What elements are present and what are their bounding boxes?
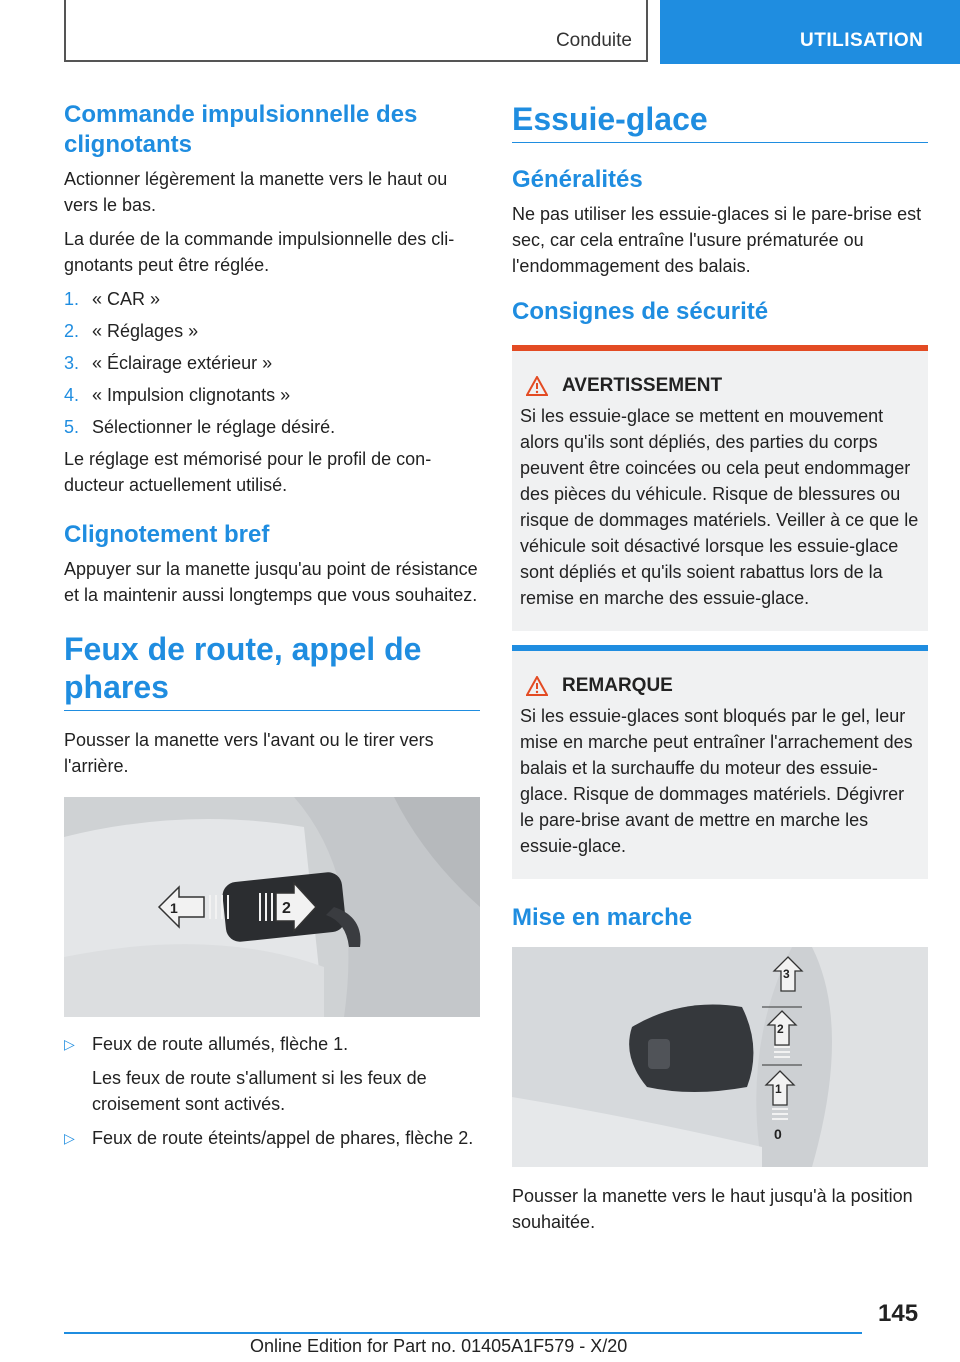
triangle-bullet-icon: ▷ [64, 1036, 75, 1052]
bref-heading: Clignotement bref [64, 521, 270, 548]
arrow-label-2: 2 [282, 900, 291, 917]
step-number: 5. [64, 417, 80, 437]
list-item [64, 350, 480, 376]
marche-paragraph: Pousser la manette vers le haut jusqu'à la position souhaitée. [512, 1186, 913, 1232]
warning-triangle-icon [526, 676, 548, 696]
footer-edition: Online Edition for Part no. 01405A1F579 - X/20 [250, 1336, 628, 1356]
marche-heading: Mise en marche [512, 904, 693, 931]
list-item [64, 318, 480, 344]
position-label-1: 1 [775, 1082, 782, 1096]
list-item [64, 1031, 480, 1117]
footer-divider [64, 1332, 862, 1334]
step-text: « Réglages » [92, 321, 199, 341]
position-label-2: 2 [777, 1022, 784, 1036]
step-text: « Impulsion clignotants » [92, 385, 291, 405]
page-number: 145 [878, 1300, 919, 1327]
steps-list [64, 286, 480, 440]
warning-triangle-icon [526, 376, 548, 396]
warning-box [512, 345, 928, 631]
arrow-label-1: 1 [170, 900, 178, 916]
step-number: 4. [64, 385, 80, 405]
step-number: 3. [64, 353, 80, 373]
consignes-heading: Consignes de sécurité [512, 298, 769, 325]
impulsion-paragraph-2: La durée de la commande impulsionnelle des clignotants peut être réglée. [64, 229, 455, 275]
impulsion-paragraph-1: Actionner légèrement la manette vers le haut ou vers le bas. [64, 169, 448, 215]
impulsion-paragraph-3: Le réglage est mémorisé pour le profil de conducteur actuellement utilisé. [64, 449, 432, 495]
bref-paragraph: Appuyer sur la manette jusqu'au point de résistance et la maintenir aussi longtemps que vous souhaitez. [64, 559, 478, 605]
header-section-label: Conduite [555, 30, 632, 51]
feux-paragraph: Pousser la manette vers l'avant ou le tirer vers l'arrière. [64, 730, 434, 776]
step-text: « Éclairage extérieur » [92, 353, 273, 373]
left-column [64, 100, 480, 1159]
step-number: 2. [64, 321, 80, 341]
step-text: Sélectionner le réglage désiré. [92, 417, 336, 437]
warning-title-text: AVERTISSEMENT [562, 375, 723, 396]
list-item [64, 382, 480, 408]
list-item [64, 1125, 480, 1151]
right-column [512, 100, 928, 1243]
list-item [64, 286, 480, 312]
position-label-3: 3 [783, 967, 790, 981]
header-chapter-tab [660, 0, 960, 64]
impulsion-heading: Commande impulsionnelle des clignotants [64, 101, 418, 158]
feux-heading: Feux de route, appel de phares [64, 630, 480, 711]
step-number: 1. [64, 289, 80, 309]
essuie-heading: Essuie-glace [512, 100, 928, 143]
note-box [512, 645, 928, 879]
warning-title [520, 373, 920, 399]
warning-text: Si les essuie-glace se mettent en mouvement alors qu'ils sont dépliés, des parties du corps peuvent être coincées ou cela peut endommager des pièces du véhicule. Risque de blessures ou risque de dommages matériels. Veiller à ce que le véhicule soit désactivé lorsque les essuie-glace sont dépliés et qu'ils soient rabattus lors de la remise en marche des essuie-glace. [520, 406, 919, 608]
note-title [520, 673, 920, 699]
header-section-tab [64, 0, 648, 62]
lever-illustration [64, 797, 480, 1017]
bullet-text: Feux de route éteints/appel de phares, flèche 2. [92, 1128, 474, 1148]
generalites-heading: Généralités [512, 166, 643, 193]
note-title-text: REMARQUE [562, 675, 673, 696]
headlight-lever-figure [64, 797, 480, 1017]
position-label-0: 0 [774, 1126, 782, 1142]
triangle-bullet-icon: ▷ [64, 1130, 75, 1146]
generalites-paragraph: Ne pas utiliser les essuie-glaces si le pare-brise est sec, car cela entraîne l'usure prématurée ou l'endommagement des balais. [512, 204, 922, 276]
header-chapter-label: UTILISATION [800, 30, 924, 51]
step-text: « CAR » [92, 289, 161, 309]
bullet-subtext: Les feux de route s'allument si les feux de croisement sont activés. [92, 1068, 427, 1114]
wiper-lever-figure [512, 947, 928, 1167]
list-item [64, 414, 480, 440]
wiper-illustration [512, 947, 928, 1167]
headlight-bullets [64, 1031, 480, 1151]
note-text: Si les essuie-glaces sont bloqués par le gel, leur mise en marche peut entraîner l'arrachement des balais et la surchauffe du moteur des essuie-glace. Risque de dommages matériels. Dégivrer le pare-brise avant de mettre en marche les essuie-glace. [520, 706, 913, 856]
bullet-text: Feux de route allumés, flèche 1. [92, 1034, 349, 1054]
